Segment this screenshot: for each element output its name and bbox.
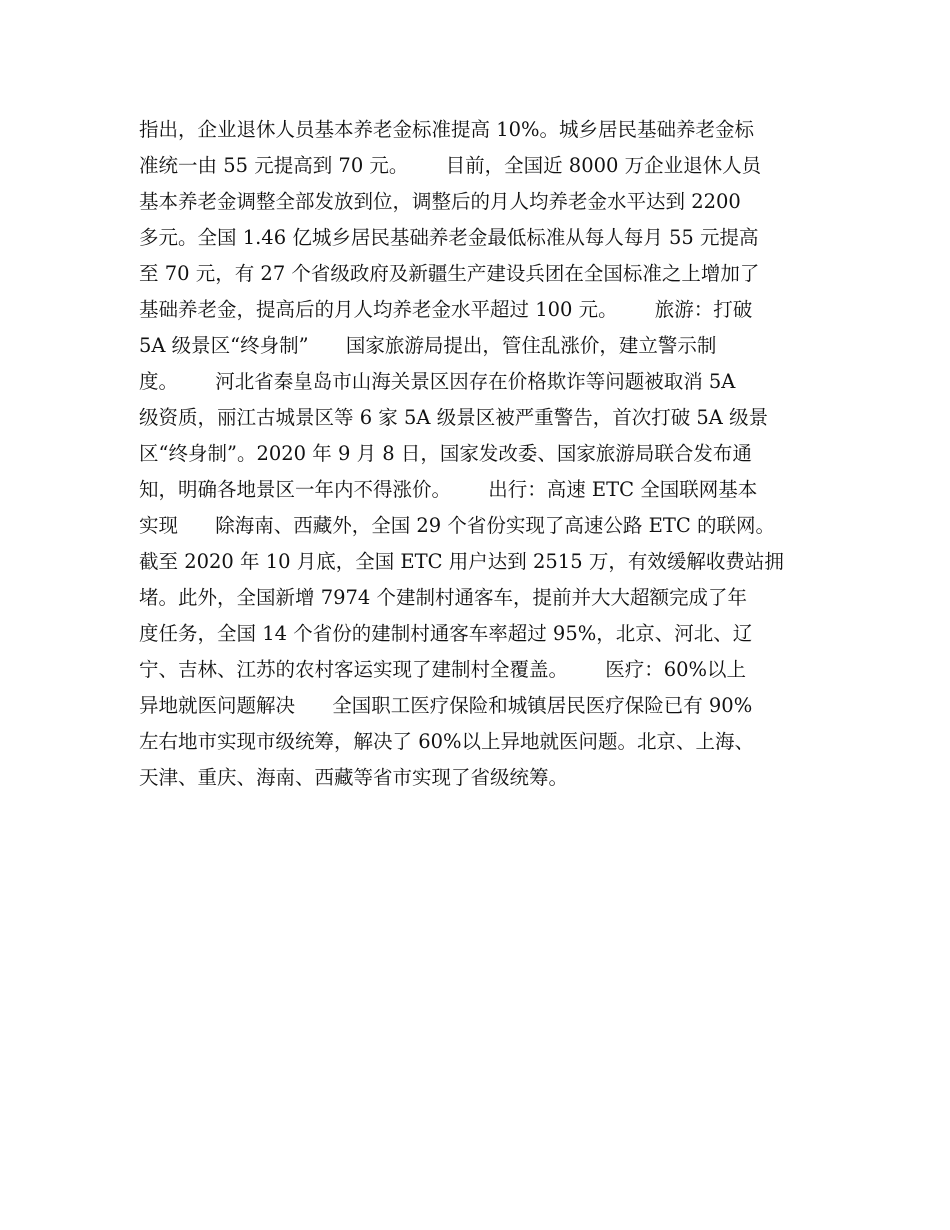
text-line: 度。 河北省秦皇岛市山海关景区因存在价格欺诈等问题被取消 5A bbox=[139, 370, 736, 393]
text-line: 堵。此外，全国新增 7974 个建制村通客车，提前并大大超额完成了年 bbox=[139, 586, 748, 609]
text-line: 级资质，丽江古城景区等 6 家 5A 级景区被严重警告，首次打破 5A 级景 bbox=[139, 406, 769, 429]
text-line: 天津、重庆、海南、西藏等省市实现了省级统筹。 bbox=[139, 766, 569, 789]
text-line: 5A 级景区“终身制” 国家旅游局提出，管住乱涨价，建立警示制 bbox=[139, 334, 717, 357]
text-line: 度任务，全国 14 个省份的建制村通客车率超过 95%，北京、河北、辽 bbox=[139, 622, 753, 645]
text-line: 区“终身制”。2020 年 9 月 8 日，国家发改委、国家旅游局联合发布通 bbox=[139, 442, 752, 465]
text-line: 基础养老金，提高后的月人均养老金水平超过 100 元。 旅游：打破 bbox=[139, 298, 753, 321]
text-line: 截至 2020 年 10 月底，全国 ETC 用户达到 2515 万，有效缓解收费站拥 bbox=[139, 550, 784, 573]
text-line: 多元。全国 1.46 亿城乡居民基础养老金最低标准从每人每月 55 元提高 bbox=[139, 226, 759, 249]
text-line: 至 70 元，有 27 个省级政府及新疆生产建设兵团在全国标准之上增加了 bbox=[139, 262, 760, 285]
text-line: 基本养老金调整全部发放到位，调整后的月人均养老金水平达到 2200 bbox=[139, 190, 741, 213]
body-text bbox=[139, 112, 829, 796]
text-line: 准统一由 55 元提高到 70 元。 目前，全国近 8000 万企业退休人员 bbox=[139, 154, 762, 177]
text-line: 知，明确各地景区一年内不得涨价。 出行：高速 ETC 全国联网基本 bbox=[139, 478, 758, 501]
text-line: 实现 除海南、西藏外，全国 29 个省份实现了高速公路 ETC 的联网。 bbox=[139, 514, 775, 537]
text-line: 左右地市实现市级统筹，解决了 60%以上异地就医问题。北京、上海、 bbox=[139, 730, 755, 753]
text-line: 指出，企业退休人员基本养老金标准提高 10%。城乡居民基础养老金标 bbox=[139, 118, 755, 141]
text-line: 异地就医问题解决 全国职工医疗保险和城镇居民医疗保险已有 90% bbox=[139, 694, 753, 717]
text-line: 宁、吉林、江苏的农村客运实现了建制村全覆盖。 医疗：60%以上 bbox=[139, 658, 747, 681]
